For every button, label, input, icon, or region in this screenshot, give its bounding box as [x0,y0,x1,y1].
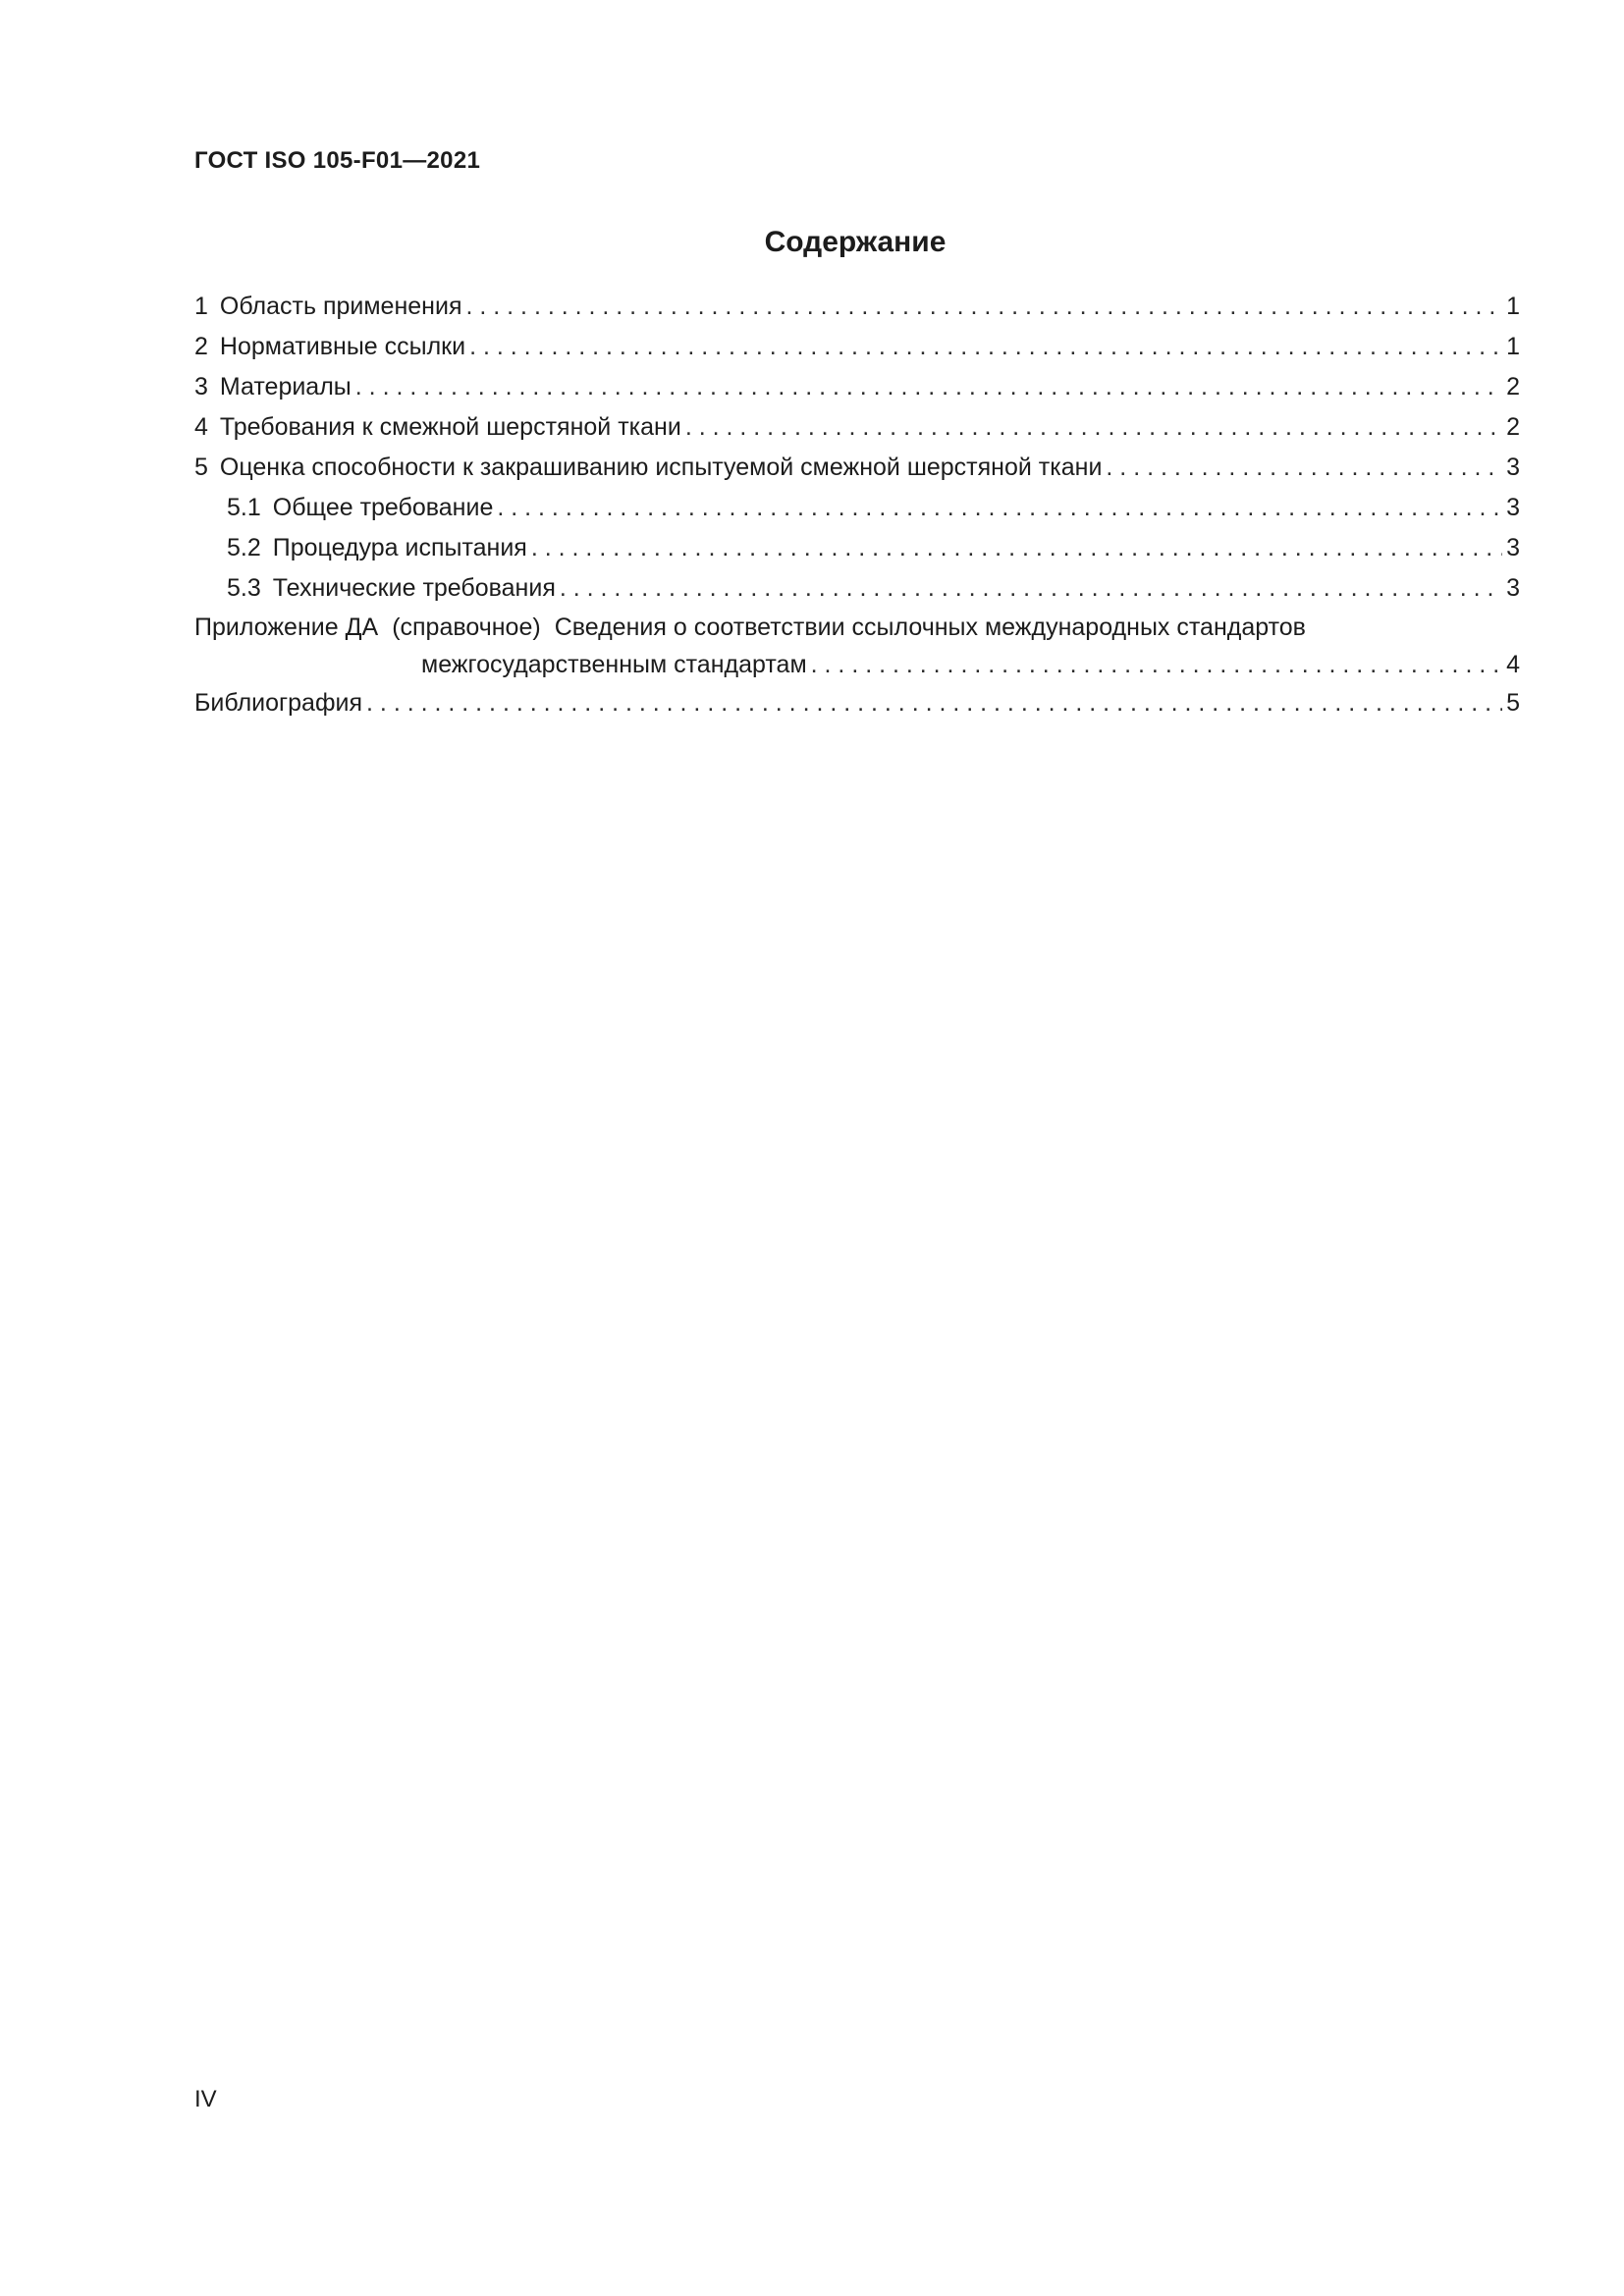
toc-leader-dots [366,683,1502,723]
toc-entry-2[interactable] [194,327,1520,367]
toc-leader-dots [531,528,1502,568]
toc-entry-page: 3 [1506,574,1520,602]
toc-entry-number: 5.1 [227,494,261,521]
annex-kind: (справочное) [392,614,541,641]
toc-entry-1[interactable] [194,287,1520,327]
toc-entry-page: 3 [1506,494,1520,521]
toc-entry-label: Материалы [219,373,352,400]
toc-entry-number: 5 [194,454,208,481]
toc-entry-5[interactable] [194,448,1520,488]
toc-entry-page: 2 [1506,373,1520,400]
annex-heading-line [194,609,1520,646]
annex-title-line2: межгосударственным стандартам [421,651,807,678]
toc-entry-number: 2 [194,333,208,360]
toc-entry-label: Технические требования [272,574,556,602]
toc-entry-number: 5.3 [227,574,261,602]
toc-leader-dots [685,407,1502,448]
annex-title-line2-row [194,646,1520,683]
toc-leader-dots [560,568,1502,609]
toc-entry-page: 4 [1506,651,1520,678]
page-number: IV [194,2086,217,2112]
document-code: ГОСТ ISO 105-F01—2021 [194,147,481,174]
toc-entry-label: Требования к смежной шерстяной ткани [219,413,681,441]
toc-entry-number: 1 [194,293,208,320]
toc-entry-label: Область применения [219,293,462,320]
toc-leader-dots [497,488,1502,528]
toc-entry-page: 3 [1506,534,1520,561]
toc-leader-dots [1106,448,1502,488]
toc-title: Содержание [764,226,947,258]
toc-entry-5-3[interactable] [194,568,1520,609]
toc-entry-page: 1 [1506,333,1520,360]
toc-leader-dots [355,367,1502,407]
toc-entry-label: Оценка способности к закрашиванию испытуемой смежной шерстяной ткани [219,454,1103,481]
toc-entry-label: Нормативные ссылки [219,333,466,360]
annex-prefix: Приложение ДА [194,614,379,641]
toc-leader-dots [465,287,1502,327]
toc-entry-bibliography[interactable] [194,683,1520,723]
toc-leader-dots [811,646,1502,683]
toc-entry-number: 3 [194,373,208,400]
toc-entry-3[interactable] [194,367,1520,407]
toc-entry-page: 2 [1506,413,1520,441]
toc-leader-dots [469,327,1502,367]
toc-entry-page: 1 [1506,293,1520,320]
toc-entry-4[interactable] [194,407,1520,448]
toc-entry-page: 3 [1506,454,1520,481]
toc-entry-label: Библиография [194,689,363,717]
toc-entry-label: Процедура испытания [272,534,527,561]
toc-entry-number: 4 [194,413,208,441]
toc-entry-5-1[interactable] [194,488,1520,528]
toc-entry-number: 5.2 [227,534,261,561]
annex-title-line1: Сведения о соответствии ссылочных международных стандартов [554,614,1306,641]
table-of-contents [194,287,1520,723]
toc-entry-label: Общее требование [272,494,494,521]
toc-entry-page: 5 [1506,689,1520,717]
toc-entry-annex-da[interactable] [194,609,1520,683]
toc-entry-5-2[interactable] [194,528,1520,568]
